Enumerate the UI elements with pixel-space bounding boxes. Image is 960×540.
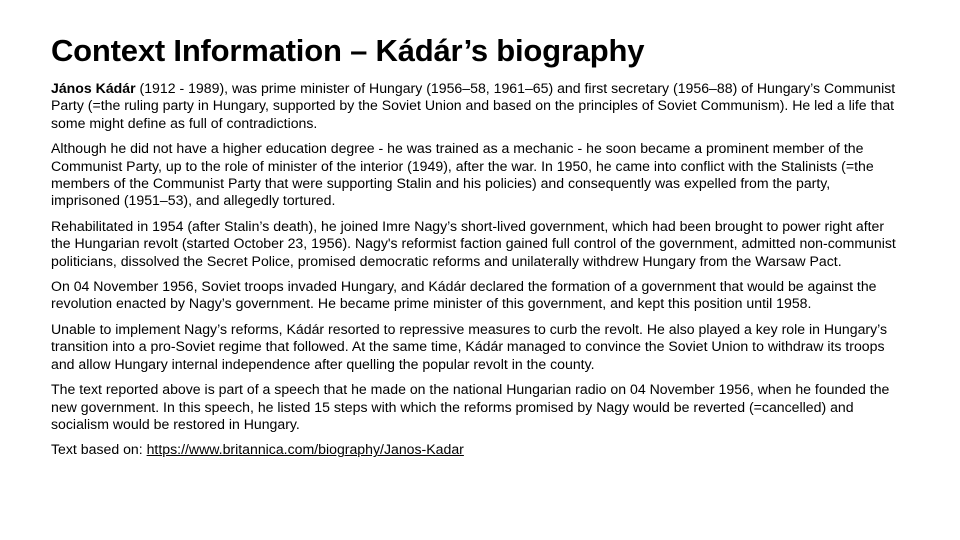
paragraph-rehabilitation: Rehabilitated in 1954 (after Stalin’s death), he joined Imre Nagy’s short-lived government, which had been brought to power right after the Hungarian revolt (started October 23, 1956). Nagy's reformist faction gained full control of the government, admitted non-communist politicians, dissolved the Secret Police, promised democratic reforms and unilaterally withdrew Hungary from the Warsaw Pact. [51, 217, 896, 269]
biography-body [51, 80, 903, 459]
paragraph-invasion: On 04 November 1956, Soviet troops invaded Hungary, and Kádár declared the formation of a government that would be against the revolution enacted by Nagy’s government. He became prime minister of this government, and kept this position until 1958. [51, 278, 877, 312]
paragraph-repression: Unable to implement Nagy’s reforms, Kádár resorted to repressive measures to curb the revolt. He also played a key role in Hungary’s transition into a pro-Soviet regime that followed. At the same time, Kádár managed to convince the Soviet Union to withdraw its troops and allow Hungary internal independence after quelling the popular revolt in the county. [51, 320, 888, 372]
paragraph-education: Although he did not have a higher education degree - he was trained as a mechanic - he soon became a prominent member of the Communist Party, up to the role of minister of the interior (1949), after the war. In 1950, he came into conflict with the Stalinists (=the members of the Communist Party that were supporting Stalin and his policies) and consequently was expelled from the party, imprisoned (1951–53), and allegedly tortured. [51, 140, 874, 209]
source-link[interactable]: https://www.britannica.com/biography/Janos-Kadar [146, 441, 464, 458]
source-label: Text based on: [51, 441, 147, 458]
source-line [51, 441, 903, 458]
paragraph-speech: The text reported above is part of a speech that he made on the national Hungarian radio on 04 November 1956, when he founded the new government. In this speech, he listed 15 steps with which the reforms promised by Nagy would be reverted (=cancelled) and socialism would be restored in Hungary. [51, 381, 890, 432]
paragraph-intro-text: (1912 - 1989), was prime minister of Hungary (1956–58, 1961–65) and first secretary (1956–88) of Hungary’s Communist Party (=the ruling party in Hungary, supported by the Soviet Union and based on the principles of Soviet Communism). He led a life that some might define as full of contradictions. [51, 80, 896, 131]
person-name: János Kádár [51, 80, 136, 96]
paragraph-intro [51, 80, 903, 132]
slide-title: Context Information – Kádár’s biography [51, 33, 645, 68]
